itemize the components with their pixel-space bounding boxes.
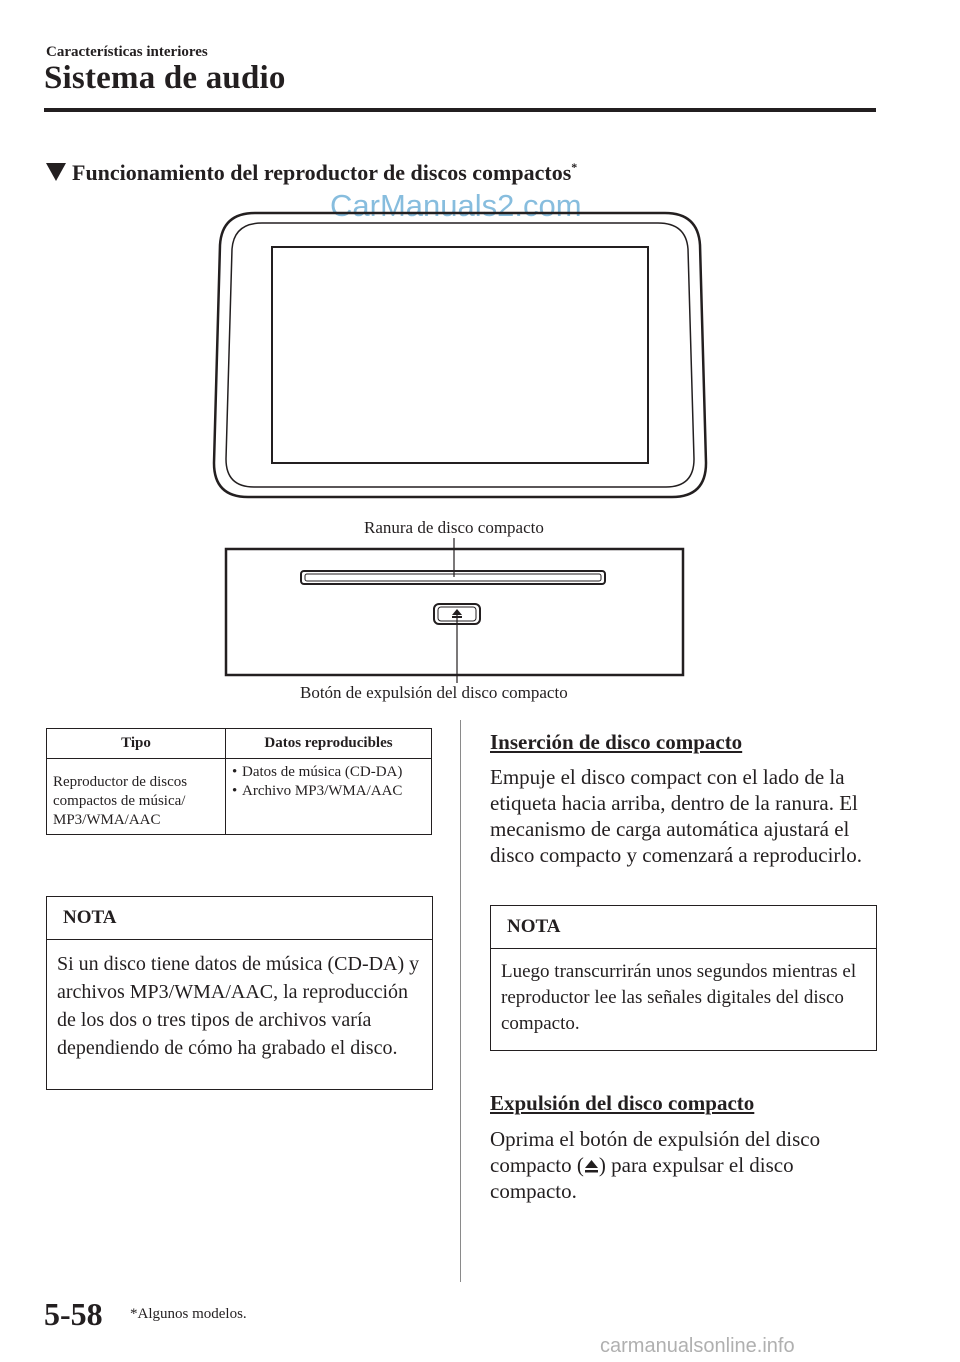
callout-eject-button: Botón de expulsión del disco compacto — [300, 683, 568, 702]
note-box-left — [46, 896, 433, 1090]
note-heading: NOTA — [47, 897, 432, 940]
note-body: Si un disco tiene datos de música (CD-DA) y archivos MP3/WMA/AAC, la reproducción de los dos o tres tipos de archivos varía dependiendo de cómo ha grabado el disco. — [57, 953, 420, 1059]
footer-site-watermark: carmanualsonline.info — [600, 1335, 795, 1357]
watermark: CarManuals2.com — [330, 188, 582, 223]
list-item: • Archivo MP3/WMA/AAC — [232, 783, 403, 799]
playable-data-table — [46, 728, 432, 835]
eject-icon — [584, 1158, 599, 1174]
eject-body-part2: ) para expulsar el disco compacto. — [490, 1153, 794, 1203]
list-item-text: Archivo MP3/WMA/AAC — [242, 783, 403, 799]
insert-heading: Inserción de disco compacto — [490, 730, 743, 754]
footnote: *Algunos modelos. — [130, 1306, 247, 1322]
chapter-label: Características interiores — [46, 44, 208, 60]
cd-player-figure — [210, 205, 710, 700]
table-header-datos: Datos reproducibles — [226, 729, 432, 759]
display-unit — [214, 213, 706, 497]
title-rule — [44, 108, 876, 112]
column-divider — [460, 720, 461, 1282]
table-header-row — [47, 729, 432, 759]
section-heading — [46, 160, 577, 186]
list-item-text: Datos de música (CD-DA) — [242, 764, 403, 780]
note-body: Luego transcurrirán unos segundos mientras el reproductor lee las señales digitales del disco compacto. — [501, 961, 857, 1034]
section-title: Funcionamiento del reproductor de discos compactos — [72, 160, 572, 185]
eject-body-part1: Oprima el botón de expulsión del disco compacto ( — [490, 1127, 821, 1177]
note-box-right — [490, 905, 877, 1051]
eject-heading: Expulsión del disco compacto — [490, 1091, 755, 1115]
page-number: 5-58 — [44, 1296, 103, 1332]
list-item: • Datos de música (CD-DA) — [232, 764, 403, 780]
table-header-tipo: Tipo — [47, 729, 226, 759]
table-cell-tipo: Reproductor de discos compactos de música/ MP3/WMA/AAC — [47, 759, 226, 835]
note-heading: NOTA — [491, 906, 876, 949]
page-title: Sistema de audio — [44, 60, 286, 96]
eject-body — [490, 1126, 880, 1204]
callout-cd-slot: Ranura de disco compacto — [364, 518, 544, 537]
insert-body: Empuje el disco compact con el lado de la etiqueta hacia arriba, dentro de la ranura. El mecanismo de carga automática ajustará el disco compacto y comenzará a reproducirlo. — [490, 765, 863, 867]
section-asterisk: * — [571, 160, 578, 174]
cd-slot-panel — [226, 538, 683, 683]
triangle-bullet-icon — [46, 163, 66, 181]
table-cell-datos — [226, 759, 432, 835]
table-row — [47, 759, 432, 835]
